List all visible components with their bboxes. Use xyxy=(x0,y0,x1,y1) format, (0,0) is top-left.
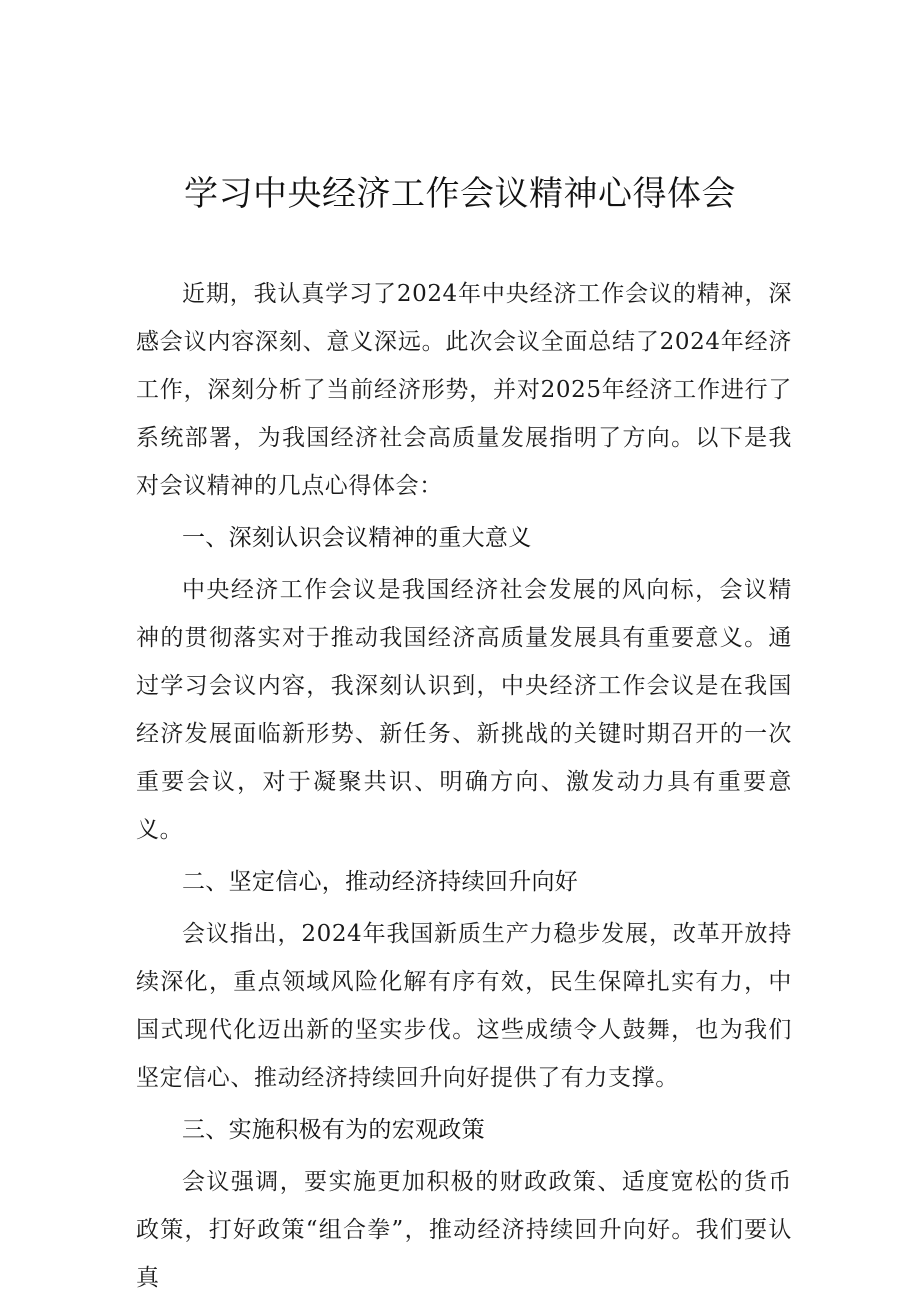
document-body xyxy=(136,270,792,1302)
section-heading-2: 二、坚定信心，推动经济持续回升向好 xyxy=(182,869,579,895)
section-heading-1: 一、深刻认识会议精神的重大意义 xyxy=(182,525,532,551)
section-paragraph-1: 中央经济工作会议是我国经济社会发展的风向标，会议精神的贯彻落实对于推动我国经济高质量发展具有重要意义。通过学习会议内容，我深刻认识到，中央经济工作会议是在我国经济发展面临新形势、新任务、新挑战的关键时期召开的一次重要会议，对于凝聚共识、明确方向、激发动力具有重要意义。 xyxy=(136,577,792,843)
section-paragraph-2: 会议指出，2024年我国新质生产力稳步发展，改革开放持续深化，重点领域风险化解有序有效，民生保障扎实有力，中国式现代化迈出新的坚实步伐。这些成绩令人鼓舞，也为我们坚定信心、推动经济持续回升向好提供了有力支撑。 xyxy=(136,921,792,1091)
intro-paragraph: 近期，我认真学习了2024年中央经济工作会议的精神，深感会议内容深刻、意义深远。此次会议全面总结了2024年经济工作，深刻分析了当前经济形势，并对2025年经济工作进行了系统部署，为我国经济社会高质量发展指明了方向。以下是我对会议精神的几点心得体会： xyxy=(136,281,792,499)
document-title: 学习中央经济工作会议精神心得体会 xyxy=(184,174,736,214)
section-paragraph-3: 会议强调，要实施更加积极的财政政策、适度宽松的货币政策，打好政策“组合拳”，推动经济持续回升向好。我们要认真 xyxy=(136,1169,792,1291)
section-heading-3: 三、实施积极有为的宏观政策 xyxy=(182,1117,485,1143)
